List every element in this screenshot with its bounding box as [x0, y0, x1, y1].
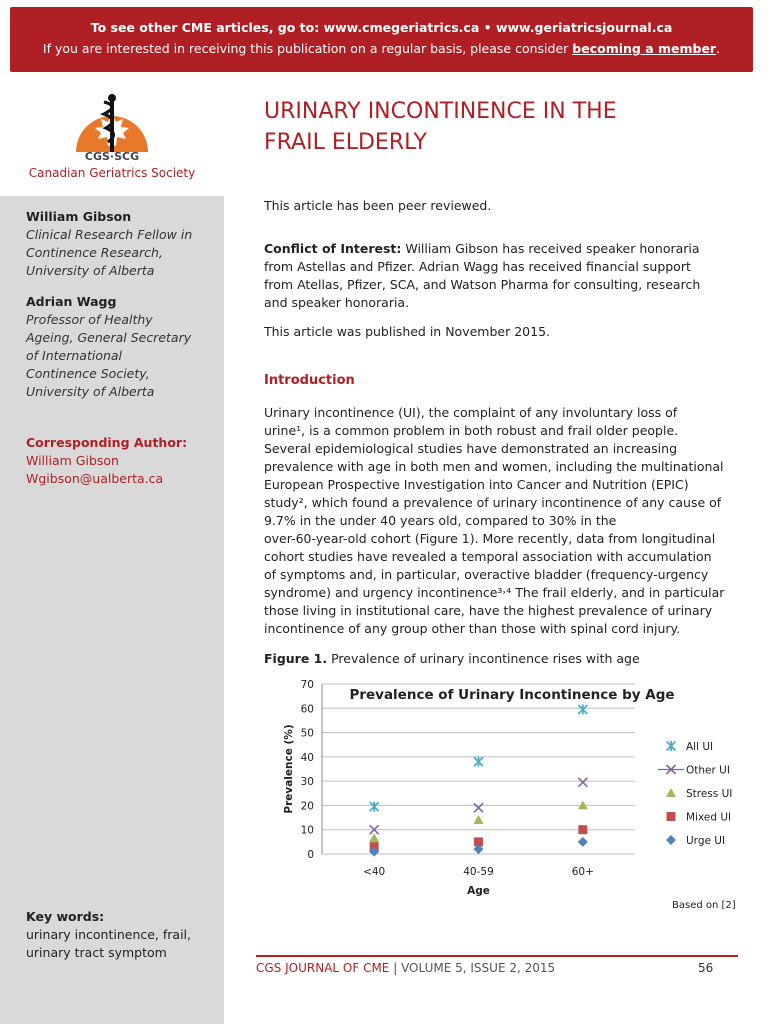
article-title — [264, 96, 724, 158]
author-role-line: Continence Research, — [26, 245, 163, 260]
data-point — [474, 803, 483, 812]
body-line: urine¹, is a common problem in both robust and frail older people. — [264, 423, 679, 438]
author-role-line: Professor of Healthy — [26, 312, 153, 327]
figure-caption-text: Prevalence of urinary incontinence rises with age — [327, 651, 640, 666]
conflict-text: from Astellas and Pfizer. Adrian Wagg has received financial support — [264, 259, 691, 274]
figure-label: Figure 1. — [264, 651, 328, 666]
footer-volume: VOLUME 5, ISSUE 2, 2015 — [401, 961, 556, 975]
y-tick-label: 70 — [300, 679, 314, 691]
conflict-label: Conflict of Interest: — [264, 241, 402, 256]
data-point — [578, 778, 587, 787]
footer-journal — [256, 961, 555, 975]
data-point — [578, 825, 587, 834]
body-line: those living in institutional care, have the highest prevalence of urinary — [264, 603, 713, 618]
author-name: William Gibson — [26, 209, 132, 224]
data-point — [578, 837, 588, 847]
body-line: over-60-year-old cohort (Figure 1). More recently, data from longitudinal — [264, 531, 716, 546]
introduction-body — [264, 404, 734, 638]
y-tick-label: 30 — [300, 776, 314, 789]
legend-marker — [666, 788, 676, 797]
author-1 — [26, 208, 216, 280]
footer-rule — [256, 955, 738, 957]
body-line: syndrome) and urgency incontinence³˒⁴ The frail elderly, and in particular — [264, 585, 725, 600]
banner-line-2-suffix: . — [716, 41, 721, 56]
corresponding-name: William Gibson — [26, 453, 119, 468]
body-line: of symptoms and, in particular, overactive bladder (frequency-urgency — [264, 567, 709, 582]
based-on-note: Based on [2] — [672, 900, 736, 911]
conflict-of-interest — [264, 240, 734, 312]
data-point — [474, 757, 483, 767]
title-line: FRAIL ELDERLY — [264, 130, 427, 155]
legend-label: Stress UI — [686, 788, 733, 800]
data-point — [369, 833, 379, 842]
legend-label: All UI — [686, 741, 714, 753]
keywords-line: urinary tract symptom — [26, 945, 167, 960]
y-tick-label: 40 — [300, 751, 314, 764]
keywords-heading: Key words: — [26, 909, 105, 924]
y-tick-label: 50 — [300, 727, 314, 740]
caduceus-maple-icon — [74, 92, 150, 154]
y-tick-label: 10 — [300, 824, 314, 837]
corresponding-author — [26, 434, 187, 488]
body-line: incontinence of any group other than those with spinal cord injury. — [264, 621, 681, 636]
author-role-line: University of Alberta — [26, 384, 155, 399]
keywords-line: urinary incontinence, frail, — [26, 927, 192, 942]
x-tick-label: 60+ — [571, 866, 594, 878]
legend-label: Other UI — [686, 764, 730, 777]
page-number: 56 — [698, 961, 714, 975]
legend-marker — [666, 835, 676, 845]
data-point — [370, 802, 379, 812]
legend-marker — [667, 812, 676, 821]
peer-review-note: This article has been peer reviewed. — [264, 198, 492, 213]
x-axis-label: Age — [467, 885, 490, 897]
body-line: Urinary incontinence (UI), the complaint of any involuntary loss of — [264, 405, 678, 420]
data-point — [578, 705, 587, 715]
legend-label: Urge UI — [686, 835, 726, 847]
data-point — [474, 815, 484, 824]
x-tick-label: <40 — [363, 866, 386, 878]
x-tick-label: 40-59 — [463, 866, 494, 878]
become-member-link[interactable]: becoming a member — [572, 41, 717, 56]
keywords — [26, 908, 191, 962]
banner-line-1: To see other CME articles, go to: www.cmegeriatrics.ca • www.geriatricsjournal.ca — [90, 20, 673, 35]
author-role-line: of International — [26, 348, 123, 363]
y-tick-label: 60 — [300, 703, 314, 716]
author-role-line: Continence Society, — [26, 366, 150, 381]
author-2 — [26, 293, 216, 401]
author-role-line: Clinical Research Fellow in — [26, 227, 193, 242]
chart-title: Prevalence of Urinary Incontinence by Age — [349, 687, 675, 703]
y-axis-label: Prevalence (%) — [283, 724, 295, 814]
conflict-text: and speaker honoraria. — [264, 295, 410, 310]
author-role-line: University of Alberta — [26, 263, 155, 278]
body-line: study², which found a prevalence of urinary incontinence of any cause of — [264, 495, 722, 510]
banner-line-2 — [10, 41, 753, 56]
figure-caption — [264, 651, 640, 666]
prevalence-chart — [264, 672, 734, 898]
body-line: prevalence with age in both men and women, including the multinational — [264, 459, 724, 474]
cgs-logo — [0, 88, 224, 188]
cme-banner — [10, 7, 753, 72]
legend-marker — [667, 741, 676, 751]
legend-label: Mixed UI — [686, 811, 732, 824]
author-role-line: Ageing, General Secretary — [26, 330, 192, 345]
conflict-text: William Gibson has received speaker honoraria — [401, 241, 700, 256]
logo-abbrev: CGS·SCG — [84, 150, 140, 163]
publication-date-note: This article was published in November 2015. — [264, 324, 550, 339]
body-line: cohort studies have revealed a temporal association with accumulation — [264, 549, 712, 564]
y-tick-label: 0 — [307, 849, 314, 861]
author-name: Adrian Wagg — [26, 294, 117, 309]
banner-line-2-text: If you are interested in receiving this publication on a regular basis, please consider — [42, 41, 573, 56]
title-line: URINARY INCONTINENCE IN THE — [264, 99, 617, 124]
body-line: 9.7% in the under 40 years old, compared to 30% in the — [264, 513, 617, 528]
footer-separator: | — [389, 961, 402, 975]
conflict-text: from Atellas, Pfizer, SCA, and Watson Pharma for consulting, research — [264, 277, 701, 292]
body-line: European Prospective Investigation into Cancer and Nutrition (EPIC) — [264, 477, 689, 492]
corresponding-email-link[interactable]: Wgibson@ualberta.ca — [26, 471, 164, 486]
y-tick-label: 20 — [300, 800, 314, 813]
body-line: Several epidemiological studies have demonstrated an increasing — [264, 441, 678, 456]
footer-journal-name: CGS JOURNAL OF CME — [256, 961, 390, 975]
corresponding-heading: Corresponding Author: — [26, 435, 188, 450]
introduction-heading: Introduction — [264, 373, 355, 388]
logo-society-name: Canadian Geriatrics Society — [28, 166, 196, 180]
